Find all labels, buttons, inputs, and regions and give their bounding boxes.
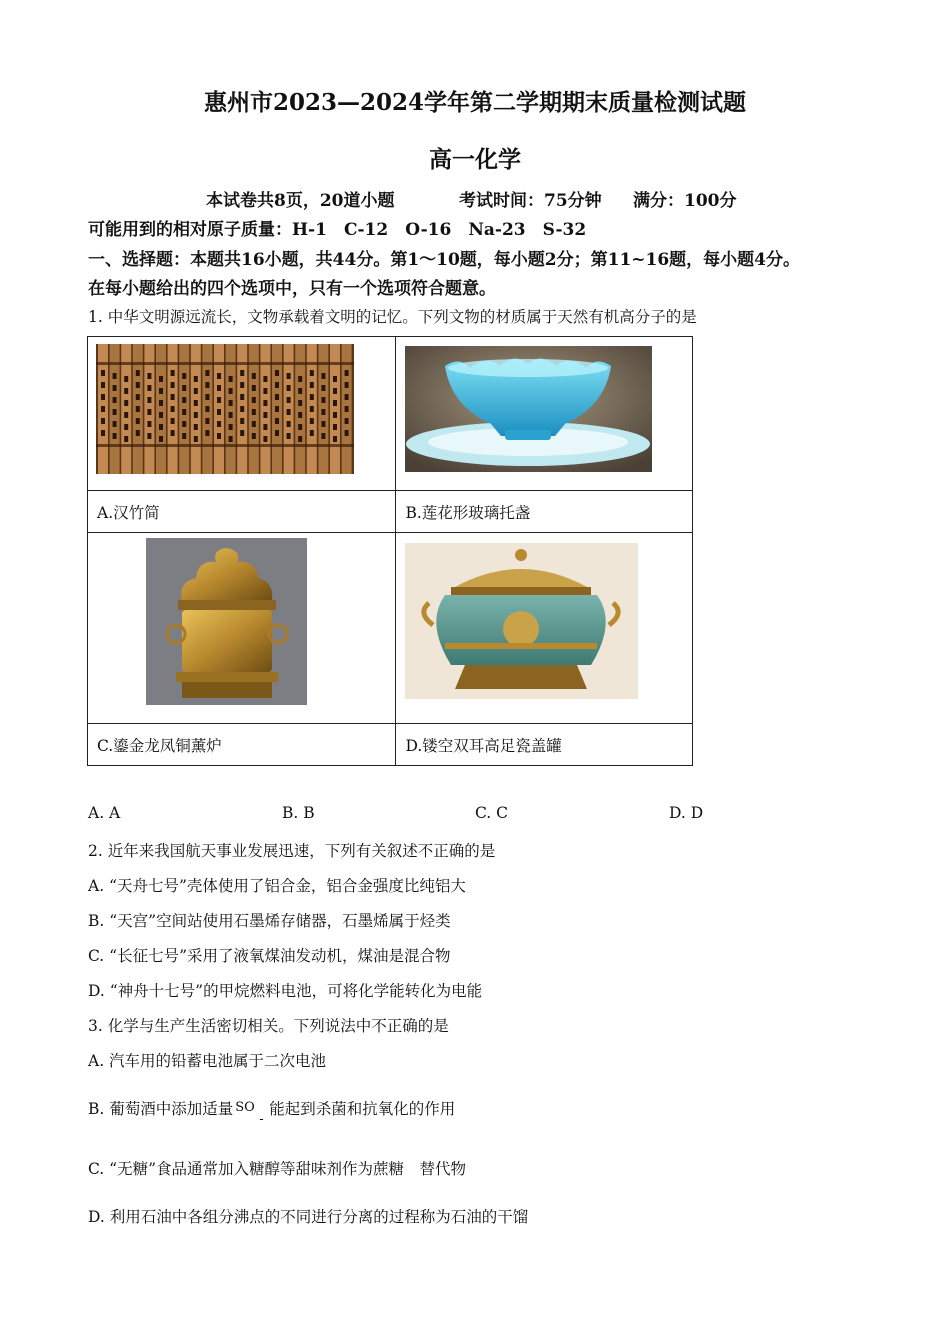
bamboo-slip-character bbox=[147, 409, 151, 415]
bamboo-slip-character bbox=[171, 394, 175, 400]
cell-image-c bbox=[88, 533, 396, 724]
bamboo-slip-character bbox=[124, 388, 128, 394]
cell-label-a: A.汉竹简 bbox=[88, 491, 396, 533]
bamboo-slip-character bbox=[159, 424, 163, 430]
bamboo-slip-character bbox=[147, 385, 151, 391]
section1-instructions-line1: 一、选择题：本题共16小题，共44分。第1～10题，每小题2分；第11~16题，每小题4分。 bbox=[88, 250, 801, 270]
bamboo-slip-character bbox=[310, 406, 314, 412]
bamboo-slip-character bbox=[321, 385, 325, 391]
bamboo-slip-character bbox=[182, 397, 186, 403]
cell-image-a bbox=[88, 337, 396, 491]
bamboo-slip-character bbox=[240, 418, 244, 424]
so2-formula-text: SO bbox=[235, 1100, 255, 1115]
bamboo-slip-character bbox=[298, 376, 302, 382]
exam-info-time: 考试时间：75分钟 bbox=[459, 191, 602, 211]
bamboo-slip-character bbox=[194, 436, 198, 442]
bamboo-slip-character bbox=[287, 397, 291, 403]
bamboo-slip-character bbox=[321, 409, 325, 415]
q2-stem: 2. 近年来我国航天事业发展迅速，下列有关叙述不正确的是 bbox=[88, 842, 496, 860]
exam-title: 惠州市2023—2024学年第二学期期末质量检测试题 bbox=[203, 89, 747, 116]
bamboo-slip-character bbox=[310, 430, 314, 436]
bamboo-slip-character bbox=[182, 409, 186, 415]
bamboo-slip-character bbox=[298, 424, 302, 430]
bamboo-slip-character bbox=[263, 424, 267, 430]
bamboo-slip-character bbox=[298, 388, 302, 394]
bamboo-slip-character bbox=[159, 400, 163, 406]
bamboo-slip-character bbox=[147, 373, 151, 379]
bamboo-slip-character bbox=[205, 430, 209, 436]
bamboo-slip-character bbox=[136, 382, 140, 388]
bamboo-slip-character bbox=[333, 400, 337, 406]
bamboo-slip-character bbox=[159, 436, 163, 442]
exam-info-pages: 本试卷共8页，20道小题 bbox=[206, 191, 395, 211]
bamboo-slip-character bbox=[229, 412, 233, 418]
bamboo-slip-character bbox=[136, 370, 140, 376]
bamboo-slip-character bbox=[333, 388, 337, 394]
bamboo-slip-character bbox=[310, 370, 314, 376]
bronze-censer-image bbox=[146, 538, 307, 705]
bamboo-slip-character bbox=[101, 406, 105, 412]
section1-instructions-line2: 在每小题给出的四个选项中，只有一个选项符合题意。 bbox=[88, 279, 496, 299]
cell-label-b: B.莲花形玻璃托盏 bbox=[396, 491, 693, 533]
bamboo-slip-character bbox=[217, 373, 221, 379]
bamboo-slip-character bbox=[124, 424, 128, 430]
porcelain-jar-image bbox=[405, 543, 638, 699]
bamboo-slip-character bbox=[171, 406, 175, 412]
bamboo-slip-character bbox=[217, 409, 221, 415]
bamboo-slip-character bbox=[205, 382, 209, 388]
bamboo-slip-character bbox=[298, 412, 302, 418]
bamboo-slips-image bbox=[96, 344, 354, 474]
bamboo-slip-character bbox=[113, 433, 117, 439]
q1-stem: 1. 中华文明源远流长，文物承载着文明的记忆。下列文物的材质属于天然有机高分子的是 bbox=[88, 308, 697, 326]
bamboo-slip-character bbox=[205, 406, 209, 412]
q3-option-a[interactable]: A. 汽车用的铅蓄电池属于二次电池 bbox=[88, 1052, 327, 1070]
bamboo-slip-character bbox=[182, 385, 186, 391]
bamboo-slip-character bbox=[147, 397, 151, 403]
q1-option-c[interactable]: C. C bbox=[475, 804, 509, 822]
cell-label-c: C.鎏金龙凤铜薰炉 bbox=[88, 724, 396, 766]
q3-stem: 3. 化学与生产生活密切相关。下列说法中不正确的是 bbox=[88, 1017, 449, 1035]
bamboo-slip-character bbox=[229, 400, 233, 406]
bamboo-slip-character bbox=[205, 394, 209, 400]
q3-option-c[interactable]: C. “无糖”食品通常加入糖醇等甜味剂作为蔗糖 替代物 bbox=[88, 1160, 467, 1178]
bamboo-slip-character bbox=[345, 418, 349, 424]
bamboo-slip-character bbox=[252, 385, 256, 391]
bamboo-slip-character bbox=[229, 388, 233, 394]
bamboo-slip-character bbox=[171, 370, 175, 376]
bamboo-slip-character bbox=[287, 421, 291, 427]
bamboo-slip-character bbox=[147, 421, 151, 427]
bamboo-slip-character bbox=[136, 418, 140, 424]
bamboo-slip-character bbox=[321, 421, 325, 427]
bamboo-slip-character bbox=[101, 370, 105, 376]
bamboo-slip-character bbox=[136, 394, 140, 400]
bamboo-slip-character bbox=[124, 436, 128, 442]
bamboo-slip-character bbox=[321, 373, 325, 379]
cell-image-d bbox=[396, 533, 693, 724]
exam-info-score: 满分：100分 bbox=[633, 191, 737, 211]
bamboo-slip-character bbox=[345, 382, 349, 388]
bamboo-slip-character bbox=[124, 376, 128, 382]
q1-option-a[interactable]: A. A bbox=[88, 804, 121, 822]
bamboo-slip-character bbox=[171, 382, 175, 388]
bamboo-slip-character bbox=[252, 409, 256, 415]
cell-image-b bbox=[396, 337, 693, 491]
bamboo-slip-character bbox=[113, 373, 117, 379]
q1-artifact-table bbox=[87, 336, 693, 766]
bamboo-slip-character bbox=[229, 424, 233, 430]
bamboo-slip-character bbox=[205, 370, 209, 376]
bamboo-slip-character bbox=[333, 412, 337, 418]
bamboo-slip-character bbox=[275, 418, 279, 424]
bamboo-slip-character bbox=[171, 430, 175, 436]
bamboo-slip-character bbox=[310, 382, 314, 388]
bamboo-slip-character bbox=[298, 400, 302, 406]
bamboo-slip-character bbox=[263, 400, 267, 406]
q3-option-b-suffix: 能起到杀菌和抗氧化的作用 bbox=[269, 1100, 456, 1118]
bamboo-slip-character bbox=[182, 421, 186, 427]
q2-option-c[interactable]: C. “长征七号”采用了液氧煤油发动机，煤油是混合物 bbox=[88, 947, 451, 965]
bamboo-slip-character bbox=[229, 376, 233, 382]
bamboo-slip-character bbox=[333, 436, 337, 442]
q3-option-b-prefix: B. 葡萄酒中添加适量 bbox=[88, 1100, 234, 1118]
bamboo-slip-character bbox=[194, 388, 198, 394]
bamboo-slip-character bbox=[263, 376, 267, 382]
bamboo-slip-character bbox=[275, 406, 279, 412]
bamboo-slip-character bbox=[333, 424, 337, 430]
bamboo-slip-character bbox=[101, 394, 105, 400]
bamboo-slip-character bbox=[205, 418, 209, 424]
bamboo-slip-character bbox=[159, 376, 163, 382]
q1-option-b[interactable]: B. B bbox=[282, 804, 315, 822]
q3-option-d[interactable]: D. 利用石油中各组分沸点的不同进行分离的过程称为石油的干馏 bbox=[88, 1208, 529, 1226]
bamboo-slip-character bbox=[345, 370, 349, 376]
bamboo-slip-character bbox=[240, 406, 244, 412]
exam-subject: 高一化学 bbox=[429, 146, 521, 173]
bamboo-slip-character bbox=[113, 421, 117, 427]
bamboo-slip-character bbox=[101, 418, 105, 424]
bamboo-slip-character bbox=[113, 397, 117, 403]
bamboo-slip-character bbox=[275, 382, 279, 388]
q2-option-b[interactable]: B. “天宫”空间站使用石墨烯存储器，石墨烯属于烃类 bbox=[88, 912, 451, 930]
bamboo-slip-character bbox=[171, 418, 175, 424]
bamboo-slip-character bbox=[252, 373, 256, 379]
bamboo-slip-character bbox=[113, 385, 117, 391]
bamboo-slip-character bbox=[275, 370, 279, 376]
glass-cup-image bbox=[405, 346, 652, 472]
bamboo-slip-character bbox=[240, 382, 244, 388]
bamboo-slip-character bbox=[321, 397, 325, 403]
bamboo-slip-character bbox=[275, 430, 279, 436]
bamboo-slip-character bbox=[252, 397, 256, 403]
bamboo-slip-character bbox=[310, 418, 314, 424]
bamboo-slip-character bbox=[345, 394, 349, 400]
bamboo-slip-character bbox=[310, 394, 314, 400]
bamboo-slip-character bbox=[240, 394, 244, 400]
bamboo-slip-character bbox=[136, 406, 140, 412]
bamboo-slip-character bbox=[159, 412, 163, 418]
bamboo-slip-character bbox=[101, 382, 105, 388]
q3-option-b[interactable] bbox=[88, 1097, 456, 1127]
bamboo-slip-character bbox=[275, 394, 279, 400]
atomic-masses: 可能用到的相对原子质量：H-1 C-12 O-16 Na-23 S-32 bbox=[88, 220, 587, 240]
bamboo-slip-character bbox=[194, 400, 198, 406]
q2-option-a[interactable]: A. “天舟七号”壳体使用了铝合金，铝合金强度比纯铝大 bbox=[88, 877, 466, 895]
q2-option-d[interactable]: D. “神舟十七号”的甲烷燃料电池，可将化学能转化为电能 bbox=[88, 982, 483, 1000]
bamboo-slip-character bbox=[217, 397, 221, 403]
bamboo-slip-character bbox=[263, 412, 267, 418]
bamboo-slip-character bbox=[298, 436, 302, 442]
bamboo-slip-character bbox=[217, 421, 221, 427]
bamboo-slip-character bbox=[252, 421, 256, 427]
bamboo-slip-character bbox=[345, 406, 349, 412]
bamboo-slip-character bbox=[182, 373, 186, 379]
q1-option-d[interactable]: D. D bbox=[669, 804, 704, 822]
so2-formula-dash: - bbox=[259, 1112, 264, 1127]
bamboo-slip-character bbox=[194, 412, 198, 418]
bamboo-slip-character bbox=[182, 433, 186, 439]
bamboo-slip-character bbox=[147, 433, 151, 439]
bamboo-slip-character bbox=[263, 388, 267, 394]
bamboo-slip-character bbox=[333, 376, 337, 382]
bamboo-slip-character bbox=[136, 430, 140, 436]
bamboo-slip-character bbox=[217, 385, 221, 391]
bamboo-slip-character bbox=[101, 430, 105, 436]
bamboo-slip-character bbox=[124, 400, 128, 406]
bamboo-slip-character bbox=[229, 436, 233, 442]
bamboo-slip-character bbox=[217, 433, 221, 439]
bamboo-slip-character bbox=[345, 430, 349, 436]
bamboo-slip-character bbox=[252, 433, 256, 439]
bamboo-slip-character bbox=[113, 409, 117, 415]
bamboo-slip-character bbox=[159, 388, 163, 394]
bamboo-slip-character bbox=[124, 412, 128, 418]
bamboo-slip-character bbox=[240, 370, 244, 376]
bamboo-slip-character bbox=[287, 409, 291, 415]
bamboo-slip-character bbox=[287, 373, 291, 379]
bamboo-slip-character bbox=[321, 433, 325, 439]
bamboo-slip-character bbox=[194, 376, 198, 382]
bamboo-slip-character bbox=[240, 430, 244, 436]
bamboo-slip-character bbox=[287, 433, 291, 439]
bamboo-slip-character bbox=[263, 436, 267, 442]
cell-label-d: D.镂空双耳高足瓷盖罐 bbox=[396, 724, 693, 766]
bamboo-slip-character bbox=[194, 424, 198, 430]
bamboo-slip-character bbox=[287, 385, 291, 391]
